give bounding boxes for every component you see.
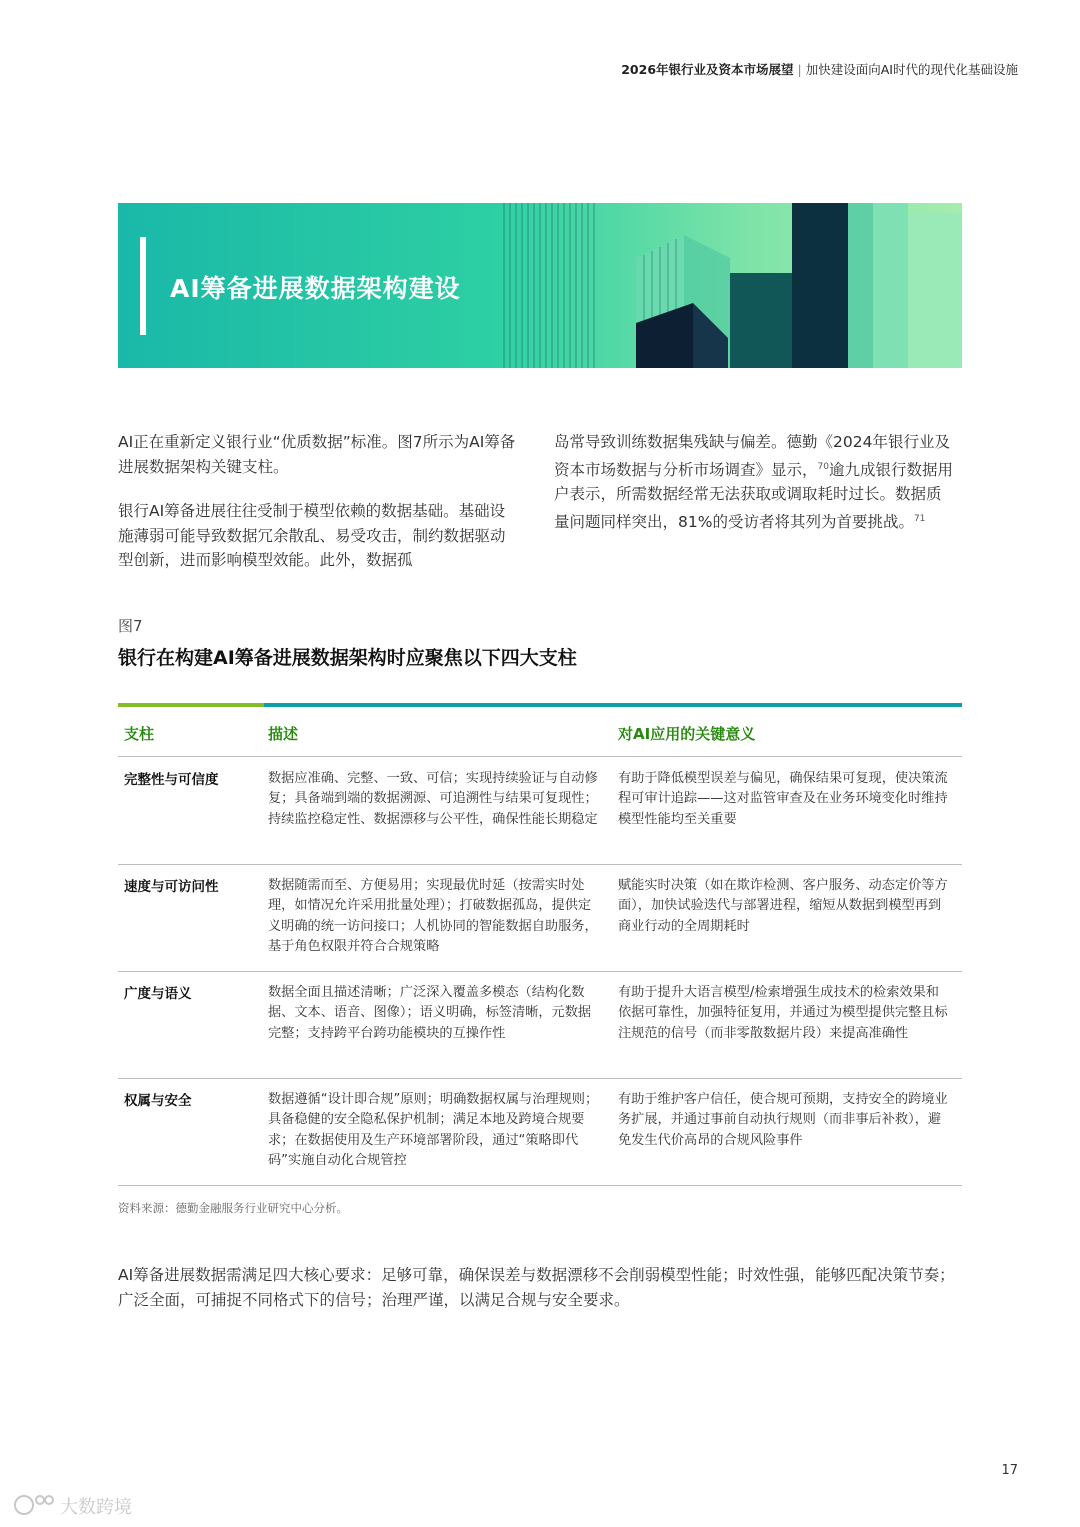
figure-title: 银行在构建AI筹备进展数据架构时应聚焦以下四大支柱 [118,647,577,669]
table-accent-line-teal [264,703,962,707]
figure-label: 图7 [118,617,143,635]
banner-title: AI筹备进展数据架构建设 [170,274,461,303]
report-subtitle: 加快建设面向AI时代的现代化基础设施 [805,62,1018,77]
intro-paragraph-2: 银行AI筹备进展往往受制于模型依赖的数据基础。基础设施薄弱可能导致数据冗余散乱、易受攻击，制约数据驱动型创新，进而影响模型效能。此外，数据孤 [118,502,506,569]
intro-paragraph-1: AI正在重新定义银行业“优质数据”标准。图7所示为AI筹备进展数据架构关键支柱。 [118,433,516,476]
svg-text:大数跨境: 大数跨境 [60,1497,132,1518]
pillar-name: 速度与可访问性 [124,879,219,895]
figure-source: 资料来源：德勤金融服务行业研究中心分析。 [118,1201,348,1215]
intro-paragraph-3: 岛常导致训练数据集残缺与偏差。德勤《2024年银行业及资本市场数据与分析市场调查》显示，$^{70}$逾九成银行数据用户表示，所需数据经常无法获取或调取耗时过长。数据质量问题同样突出，81%的受访者将其列为首要挑战。$^{71}$ [554,433,953,531]
banner-accent-bar [140,237,146,335]
table-row [118,971,962,1079]
pillar-description: 数据全面且描述清晰；广泛深入覆盖多模态（结构化数据、文本、语音、图像）；语义明确，标签清晰，元数据完整；支持跨平台跨功能模块的互操作性 [268,985,592,1041]
pillar-significance: 赋能实时决策（如在欺诈检测、客户服务、动态定价等方面），加快试验迭代与部署进程，缩短从数据到模型再到商业行动的全周期耗时 [618,878,948,934]
pillar-name: 权属与安全 [124,1093,192,1109]
report-title: 2026年银行业及资本市场展望 [621,62,794,77]
running-header [621,60,1018,78]
page-number: 17 [1001,1463,1018,1478]
footnote-ref-71[interactable]: 71 [913,513,926,524]
pillar-significance: 有助于维护客户信任，使合规可预期，支持安全的跨境业务扩展，并通过事前自动执行规则（而非事后补救），避免发生代价高昂的合规风险事件 [618,1092,948,1148]
intro-right-column [554,430,954,554]
summary-paragraph: AI筹备进展数据需满足四大核心要求：足够可靠，确保误差与数据漂移不会削弱模型性能；时效性强，能够匹配决策节奏；广泛全面，可捕捉不同格式下的信号；治理严谨，以满足合规与安全要求。 [118,1266,955,1309]
pillar-name: 广度与语义 [124,986,192,1002]
section-banner [118,203,962,368]
header-separator: | [797,62,802,77]
table-row [118,1078,962,1186]
pillar-description: 数据随需而至、方便易用；实现最优时延（按需实时处理，如情况允许采用批量处理）；打破数据孤岛，提供定义明确的统一访问接口；人机协同的智能数据自助服务，基于角色权限并符合合规策略 [268,878,598,954]
pillar-description: 数据应准确、完整、一致、可信；实现持续验证与自动修复；具备端到端的数据溯源、可追溯性与结果可复现性；持续监控稳定性、数据漂移与公平性，确保性能长期稳定 [268,771,598,827]
table-row [118,864,962,972]
pillar-significance: 有助于降低模型误差与偏见，确保结果可复现，使决策流程可审计追踪——这对监管审查及在业务环境变化时维持模型性能均至关重要 [618,771,948,827]
column-header-pillar: 支柱 [124,725,155,743]
table-accent-line-green [118,703,264,707]
column-header-description: 描述 [268,725,299,743]
intro-left-column [118,430,518,593]
table-row [118,757,962,865]
column-header-significance: 对AI应用的关键意义 [618,725,756,743]
pillar-description: 数据遵循“设计即合规”原则；明确数据权属与治理规则；具备稳健的安全隐私保护机制；满足本地及跨境合规要求；在数据使用及生产环境部署阶段，通过“策略即代码”实施自动化合规管控 [268,1092,599,1168]
pillar-significance: 有助于提升大语言模型/检索增强生成技术的检索效果和依据可靠性，加强特征复用，并通过为模型提供完整且标注规范的信号（而非零散数据片段）来提高准确性 [618,985,948,1041]
watermark-logo [10,1490,150,1520]
footnote-ref-70[interactable]: 70 [817,461,829,472]
pillar-name: 完整性与可信度 [124,772,219,788]
